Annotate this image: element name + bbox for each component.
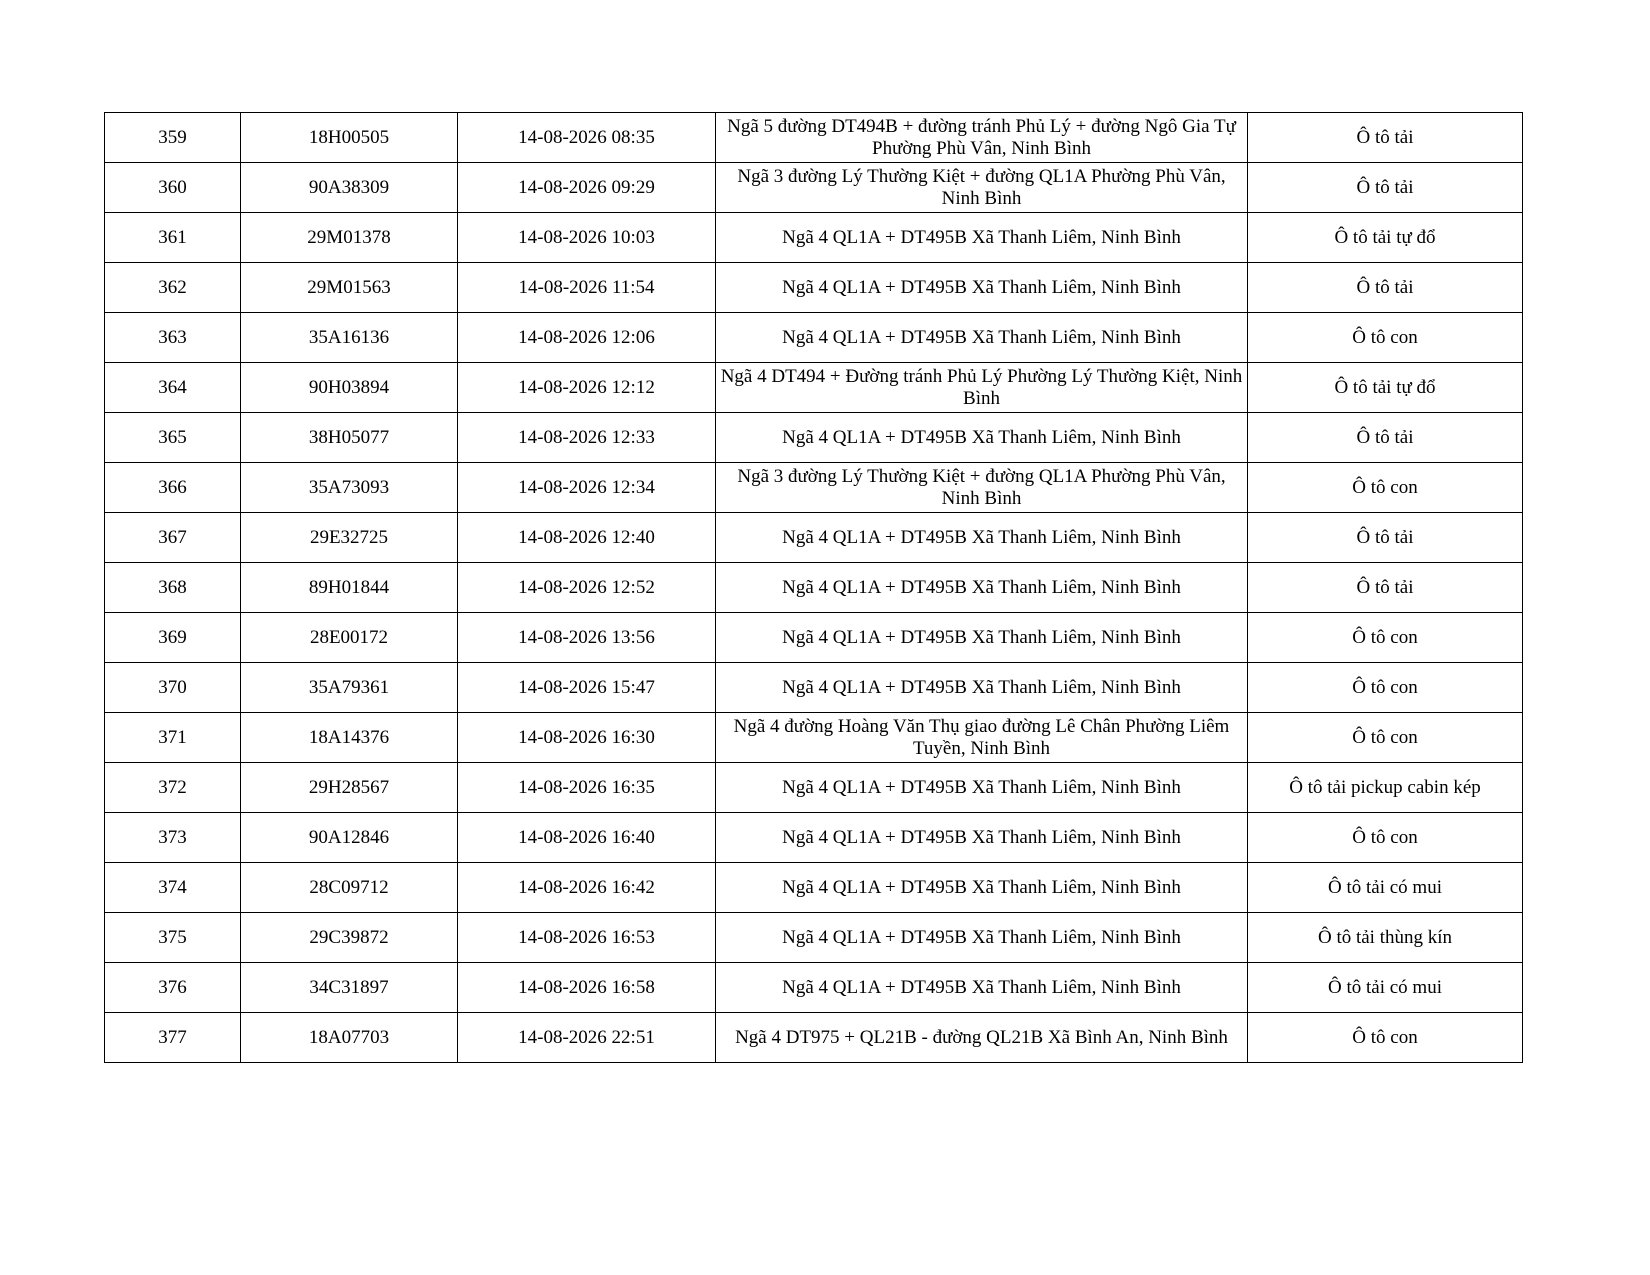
license-plate-cell: 29C39872	[241, 913, 458, 963]
location-cell: Ngã 4 DT975 + QL21B - đường QL21B Xã Bình An, Ninh Bình	[716, 1013, 1248, 1063]
license-plate-cell: 18A14376	[241, 713, 458, 763]
table-row	[105, 163, 1523, 213]
vehicle-type-cell: Ô tô tải tự đổ	[1248, 363, 1523, 413]
license-plate-cell: 35A16136	[241, 313, 458, 363]
vehicle-type-cell: Ô tô tải	[1248, 413, 1523, 463]
timestamp-cell: 14-08-2026 10:03	[458, 213, 716, 263]
table-row	[105, 563, 1523, 613]
license-plate-cell: 18H00505	[241, 113, 458, 163]
timestamp-cell: 14-08-2026 16:42	[458, 863, 716, 913]
timestamp-cell: 14-08-2026 15:47	[458, 663, 716, 713]
location-cell: Ngã 4 QL1A + DT495B Xã Thanh Liêm, Ninh Bình	[716, 813, 1248, 863]
row-number-cell: 362	[105, 263, 241, 313]
vehicle-type-cell: Ô tô tải	[1248, 113, 1523, 163]
vehicle-type-cell: Ô tô tải có mui	[1248, 863, 1523, 913]
row-number-cell: 377	[105, 1013, 241, 1063]
vehicle-type-cell: Ô tô tải	[1248, 163, 1523, 213]
table-body	[105, 113, 1523, 1063]
license-plate-cell: 29M01378	[241, 213, 458, 263]
timestamp-cell: 14-08-2026 16:58	[458, 963, 716, 1013]
row-number-cell: 372	[105, 763, 241, 813]
timestamp-cell: 14-08-2026 16:53	[458, 913, 716, 963]
license-plate-cell: 18A07703	[241, 1013, 458, 1063]
row-number-cell: 365	[105, 413, 241, 463]
timestamp-cell: 14-08-2026 12:34	[458, 463, 716, 513]
license-plate-cell: 90H03894	[241, 363, 458, 413]
timestamp-cell: 14-08-2026 16:40	[458, 813, 716, 863]
location-cell: Ngã 4 QL1A + DT495B Xã Thanh Liêm, Ninh Bình	[716, 263, 1248, 313]
vehicle-type-cell: Ô tô tải pickup cabin kép	[1248, 763, 1523, 813]
location-cell: Ngã 4 QL1A + DT495B Xã Thanh Liêm, Ninh Bình	[716, 913, 1248, 963]
location-cell: Ngã 4 DT494 + Đường tránh Phủ Lý Phường Lý Thường Kiệt, Ninh Bình	[716, 363, 1248, 413]
row-number-cell: 363	[105, 313, 241, 363]
table-row	[105, 963, 1523, 1013]
location-cell: Ngã 3 đường Lý Thường Kiệt + đường QL1A Phường Phù Vân, Ninh Bình	[716, 163, 1248, 213]
table-row	[105, 413, 1523, 463]
vehicle-type-cell: Ô tô tải có mui	[1248, 963, 1523, 1013]
location-cell: Ngã 4 QL1A + DT495B Xã Thanh Liêm, Ninh Bình	[716, 563, 1248, 613]
timestamp-cell: 14-08-2026 13:56	[458, 613, 716, 663]
location-cell: Ngã 4 QL1A + DT495B Xã Thanh Liêm, Ninh Bình	[716, 413, 1248, 463]
row-number-cell: 369	[105, 613, 241, 663]
timestamp-cell: 14-08-2026 09:29	[458, 163, 716, 213]
location-cell: Ngã 4 QL1A + DT495B Xã Thanh Liêm, Ninh Bình	[716, 963, 1248, 1013]
table-row	[105, 213, 1523, 263]
row-number-cell: 366	[105, 463, 241, 513]
timestamp-cell: 14-08-2026 22:51	[458, 1013, 716, 1063]
table-row	[105, 613, 1523, 663]
row-number-cell: 367	[105, 513, 241, 563]
row-number-cell: 373	[105, 813, 241, 863]
timestamp-cell: 14-08-2026 12:52	[458, 563, 716, 613]
row-number-cell: 359	[105, 113, 241, 163]
row-number-cell: 360	[105, 163, 241, 213]
timestamp-cell: 14-08-2026 12:12	[458, 363, 716, 413]
license-plate-cell: 35A73093	[241, 463, 458, 513]
vehicle-type-cell: Ô tô tải thùng kín	[1248, 913, 1523, 963]
license-plate-cell: 90A12846	[241, 813, 458, 863]
location-cell: Ngã 5 đường DT494B + đường tránh Phủ Lý + đường Ngô Gia Tự Phường Phù Vân, Ninh Bình	[716, 113, 1248, 163]
license-plate-cell: 35A79361	[241, 663, 458, 713]
table-row	[105, 113, 1523, 163]
location-cell: Ngã 4 QL1A + DT495B Xã Thanh Liêm, Ninh Bình	[716, 213, 1248, 263]
row-number-cell: 364	[105, 363, 241, 413]
table-row	[105, 813, 1523, 863]
license-plate-cell: 28C09712	[241, 863, 458, 913]
vehicle-type-cell: Ô tô con	[1248, 713, 1523, 763]
table-row	[105, 1013, 1523, 1063]
table-row	[105, 763, 1523, 813]
row-number-cell: 368	[105, 563, 241, 613]
timestamp-cell: 14-08-2026 12:33	[458, 413, 716, 463]
license-plate-cell: 34C31897	[241, 963, 458, 1013]
table-row	[105, 463, 1523, 513]
license-plate-cell: 38H05077	[241, 413, 458, 463]
timestamp-cell: 14-08-2026 11:54	[458, 263, 716, 313]
table-row	[105, 663, 1523, 713]
timestamp-cell: 14-08-2026 08:35	[458, 113, 716, 163]
vehicle-type-cell: Ô tô tải tự đổ	[1248, 213, 1523, 263]
location-cell: Ngã 4 QL1A + DT495B Xã Thanh Liêm, Ninh Bình	[716, 663, 1248, 713]
table-row	[105, 913, 1523, 963]
location-cell: Ngã 3 đường Lý Thường Kiệt + đường QL1A Phường Phù Vân, Ninh Bình	[716, 463, 1248, 513]
vehicle-type-cell: Ô tô con	[1248, 813, 1523, 863]
row-number-cell: 370	[105, 663, 241, 713]
table-row	[105, 863, 1523, 913]
row-number-cell: 376	[105, 963, 241, 1013]
location-cell: Ngã 4 QL1A + DT495B Xã Thanh Liêm, Ninh Bình	[716, 613, 1248, 663]
location-cell: Ngã 4 QL1A + DT495B Xã Thanh Liêm, Ninh Bình	[716, 863, 1248, 913]
row-number-cell: 374	[105, 863, 241, 913]
license-plate-cell: 28E00172	[241, 613, 458, 663]
vehicle-type-cell: Ô tô tải	[1248, 513, 1523, 563]
license-plate-cell: 29E32725	[241, 513, 458, 563]
location-cell: Ngã 4 QL1A + DT495B Xã Thanh Liêm, Ninh Bình	[716, 513, 1248, 563]
table-row	[105, 263, 1523, 313]
vehicle-type-cell: Ô tô con	[1248, 313, 1523, 363]
license-plate-cell: 89H01844	[241, 563, 458, 613]
timestamp-cell: 14-08-2026 16:30	[458, 713, 716, 763]
table-row	[105, 313, 1523, 363]
vehicle-type-cell: Ô tô con	[1248, 1013, 1523, 1063]
location-cell: Ngã 4 QL1A + DT495B Xã Thanh Liêm, Ninh Bình	[716, 763, 1248, 813]
location-cell: Ngã 4 đường Hoàng Văn Thụ giao đường Lê Chân Phường Liêm Tuyền, Ninh Bình	[716, 713, 1248, 763]
timestamp-cell: 14-08-2026 12:40	[458, 513, 716, 563]
license-plate-cell: 90A38309	[241, 163, 458, 213]
timestamp-cell: 14-08-2026 16:35	[458, 763, 716, 813]
vehicle-type-cell: Ô tô con	[1248, 463, 1523, 513]
location-cell: Ngã 4 QL1A + DT495B Xã Thanh Liêm, Ninh Bình	[716, 313, 1248, 363]
vehicle-type-cell: Ô tô tải	[1248, 563, 1523, 613]
license-plate-cell: 29M01563	[241, 263, 458, 313]
row-number-cell: 371	[105, 713, 241, 763]
license-plate-cell: 29H28567	[241, 763, 458, 813]
table-row	[105, 513, 1523, 563]
row-number-cell: 375	[105, 913, 241, 963]
timestamp-cell: 14-08-2026 12:06	[458, 313, 716, 363]
row-number-cell: 361	[105, 213, 241, 263]
table-row	[105, 713, 1523, 763]
vehicle-type-cell: Ô tô tải	[1248, 263, 1523, 313]
vehicle-type-cell: Ô tô con	[1248, 613, 1523, 663]
violations-table	[104, 112, 1523, 1063]
vehicle-type-cell: Ô tô con	[1248, 663, 1523, 713]
table-row	[105, 363, 1523, 413]
